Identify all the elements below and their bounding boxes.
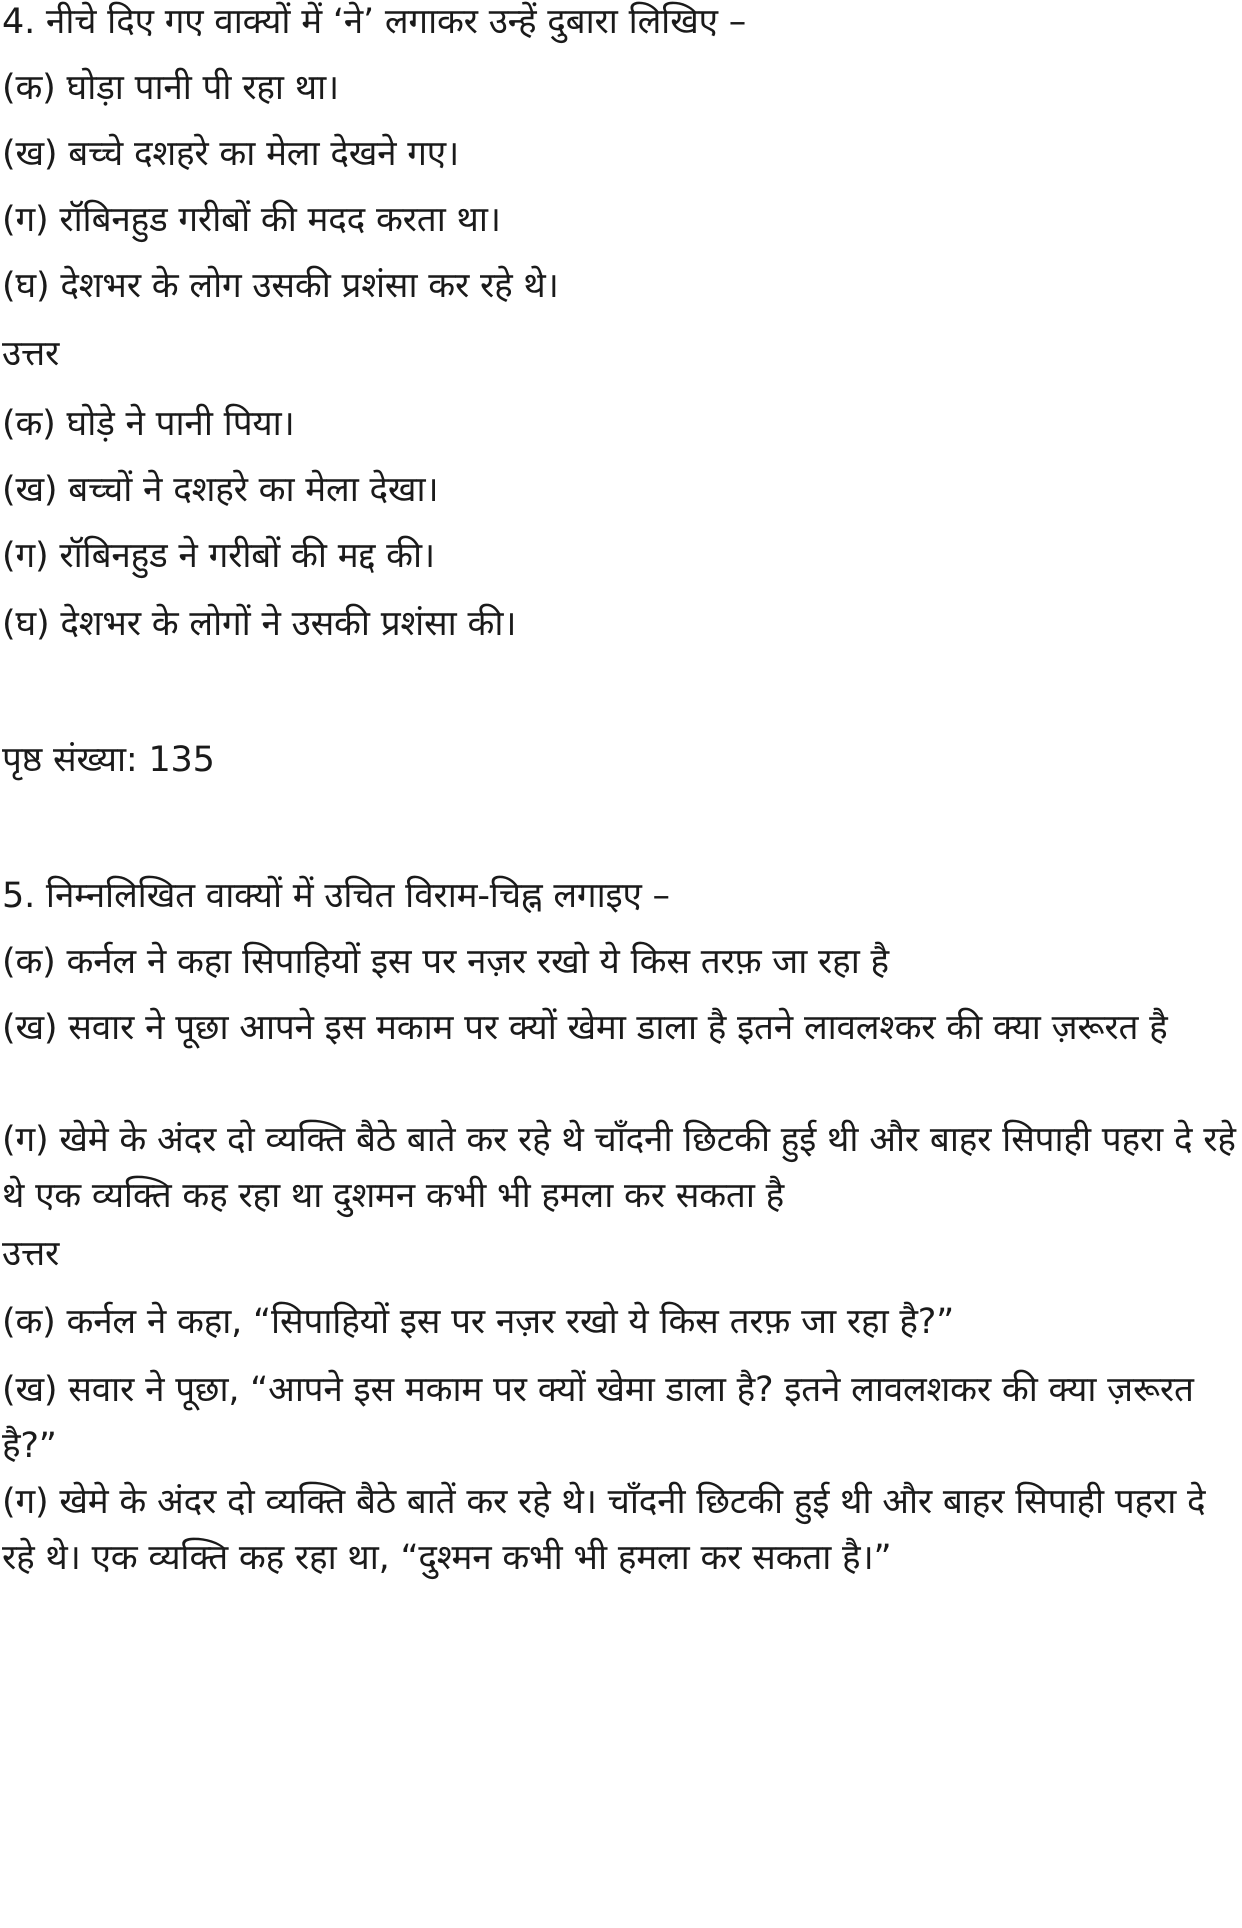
q5-item-ga: (ग) खेमे के अंदर दो व्यक्ति बैठे बाते कर रहे थे चाँदनी छिटकी हुई थी और बाहर सिपाही पहरा दे रहे थे एक व्यक्ति कह रहा था दुशमन कभी भी हमला कर सकता है [2, 1120, 1236, 1216]
q4-item-kha: (ख) बच्चे दशहरे का मेला देखने गए। [2, 134, 460, 174]
q4-answer-gha: (घ) देशभर के लोगों ने उसकी प्रशंसा की। [2, 604, 517, 644]
q5-answer-ka: (क) कर्नल ने कहा, “सिपाहियों इस पर नज़र रखो ये किस तरफ़ जा रहा है?” [2, 1302, 955, 1342]
q5-item-ka: (क) कर्नल ने कहा सिपाहियों इस पर नज़र रखो ये किस तरफ़ जा रहा है [2, 942, 889, 982]
q4-item-gha: (घ) देशभर के लोग उसकी प्रशंसा कर रहे थे। [2, 266, 559, 306]
q5-item-kha: (ख) सवार ने पूछा आपने इस मकाम पर क्यों खेमा डाला है इतने लावलश्कर की क्या ज़रूरत है [2, 1008, 1168, 1048]
q4-item-ga: (ग) रॉबिनहुड गरीबों की मदद करता था। [2, 200, 501, 240]
q4-answer-ka: (क) घोड़े ने पानी पिया। [2, 404, 295, 444]
q4-answer-kha: (ख) बच्चों ने दशहरे का मेला देखा। [2, 470, 439, 510]
q5-answer-kha: (ख) सवार ने पूछा, “आपने इस मकाम पर क्यों खेमा डाला है? इतने लावलशकर की क्या ज़रूरत है?” [2, 1370, 1194, 1466]
q5-answer-ga: (ग) खेमे के अंदर दो व्यक्ति बैठे बातें कर रहे थे। चाँदनी छिटकी हुई थी और बाहर सिपाही पहरा दे रहे थे। एक व्यक्ति कह रहा था, “दुश्मन कभी भी हमला कर सकता है।” [2, 1482, 1206, 1578]
page-number: पृष्ठ संख्या: 135 [2, 740, 215, 780]
question-4-title: 4. नीचे दिए गए वाक्यों में ‘ने’ लगाकर उन्हें दुबारा लिखिए – [2, 2, 747, 42]
q4-item-ka: (क) घोड़ा पानी पी रहा था। [2, 68, 339, 108]
q4-answer-ga: (ग) रॉबिनहुड ने गरीबों की मद्द की। [2, 536, 435, 576]
q4-answer-label: उत्तर [2, 334, 60, 374]
q5-answer-label: उत्तर [2, 1234, 60, 1274]
question-5-title: 5. निम्नलिखित वाक्यों में उचित विराम-चिह्न लगाइए – [2, 876, 670, 916]
